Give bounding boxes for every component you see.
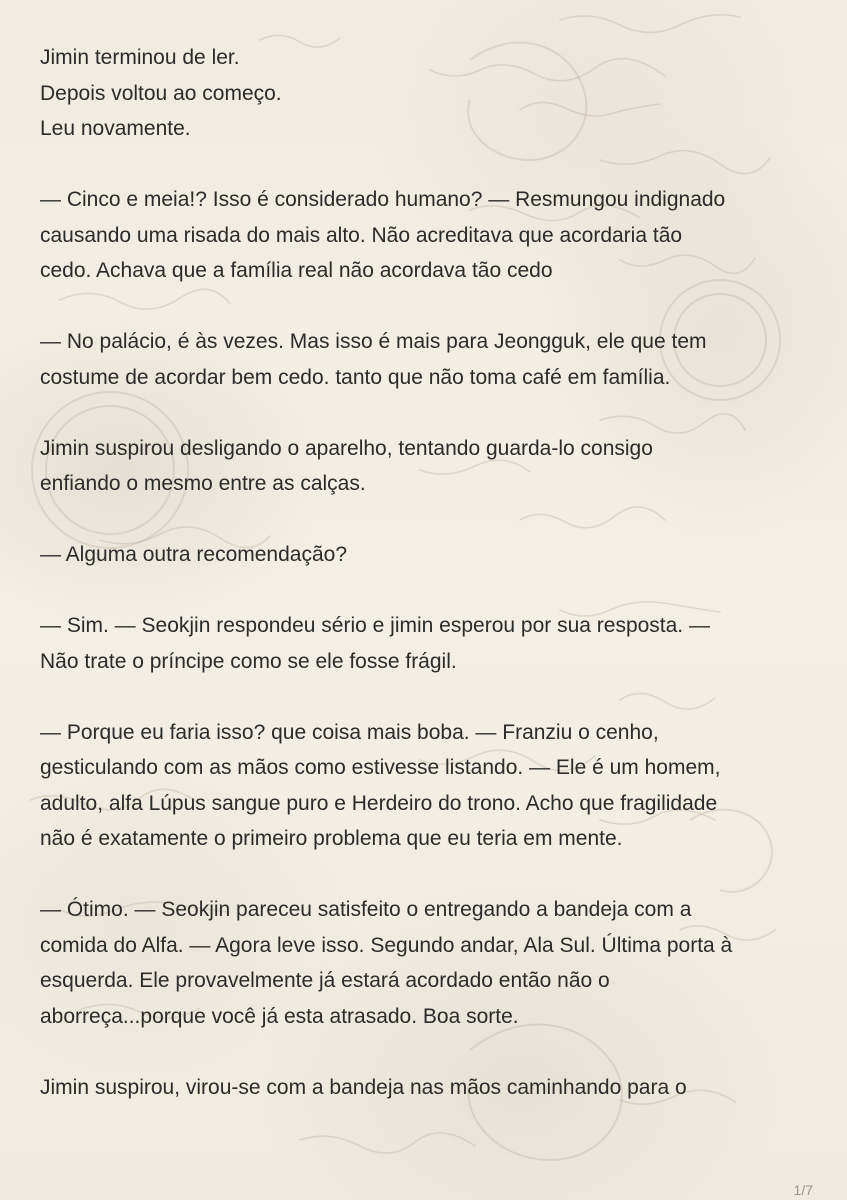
paragraph [40, 40, 820, 147]
paragraph [40, 715, 820, 857]
text-line: gesticulando com as mãos como estivesse listando. — Ele é um homem, [40, 756, 721, 779]
text-line: Jimin suspirou desligando o aparelho, tentando guarda-lo consigo [40, 436, 653, 460]
text-line: adulto, alfa Lúpus sangue puro e Herdeiro do trono. Acho que fragilidade [40, 791, 718, 815]
text-line: aborreça...porque você já esta atrasado. Boa sorte. [40, 1004, 519, 1028]
text-line: não é exatamente o primeiro problema que eu teria em mente. [40, 827, 623, 850]
text-line: Leu novamente. [40, 117, 191, 140]
text-line: cedo. Achava que a família real não acordava tão cedo [40, 259, 553, 282]
paragraph [40, 431, 820, 502]
text-line: — No palácio, é às vezes. Mas isso é mais para Jeongguk, ele que tem [40, 330, 707, 353]
paragraph [40, 537, 820, 573]
paragraph [40, 608, 820, 679]
text-line: Não trate o príncipe como se ele fosse frágil. [40, 649, 457, 673]
text-line: — Sim. — Seokjin respondeu sério e jimin esperou por sua resposta. — [40, 614, 710, 637]
paragraph [40, 892, 820, 1034]
paragraph [40, 1070, 820, 1106]
page-indicator: 1/7 [793, 1182, 813, 1198]
text-line: enfiando o mesmo entre as calças. [40, 472, 366, 495]
paragraph [40, 182, 820, 289]
text-line: Jimin terminou de ler. [40, 46, 240, 69]
text-line: Jimin suspirou, virou-se com a bandeja nas mãos caminhando para o [40, 1075, 687, 1099]
text-line: Depois voltou ao começo. [40, 81, 282, 105]
text-line: costume de acordar bem cedo. tanto que não toma café em família. [40, 365, 671, 389]
paragraph [40, 324, 820, 395]
text-line: — Ótimo. — Seokjin pareceu satisfeito o entregando a bandeja com a [40, 898, 692, 921]
text-line: causando uma risada do mais alto. Não acreditava que acordaria tão [40, 223, 683, 247]
text-line: — Alguma outra recomendação? [40, 543, 348, 566]
text-line: esquerda. Ele provavelmente já estará acordado então não o [40, 969, 610, 992]
text-line: — Porque eu faria isso? que coisa mais boba. — Franziu o cenho, [40, 720, 659, 744]
text-line: comida do Alfa. — Agora leve isso. Segundo andar, Ala Sul. Última porta à [40, 933, 733, 957]
text-line: — Cinco e meia!? Isso é considerado humano? — Resmungou indignado [40, 188, 726, 211]
story-text [40, 40, 820, 1141]
